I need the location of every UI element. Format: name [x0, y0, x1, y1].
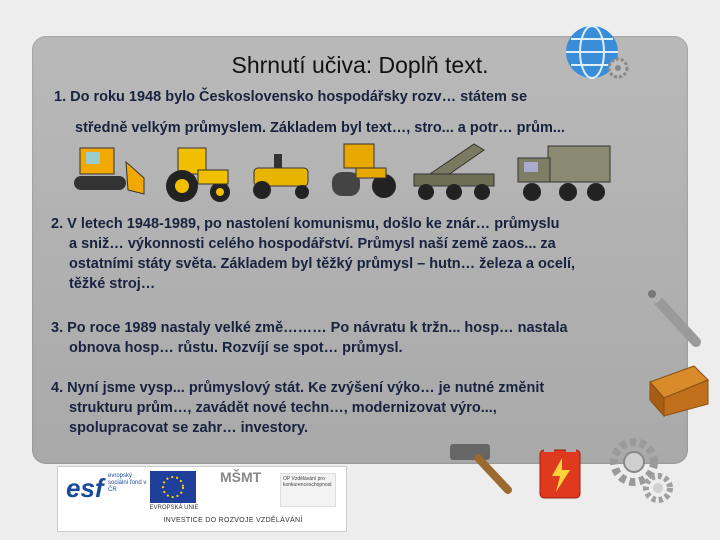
army-truck-image — [508, 138, 618, 206]
gears-icon — [604, 434, 676, 504]
paragraph-1-line-2: středně velkým průmyslem. Základem byl text…, stro... a potr… prům... — [75, 120, 565, 136]
paragraph-4-line-1: 4. Nyní jsme vysp... průmyslový stát. Ke zvýšení výko… je nutné změnit — [51, 380, 545, 396]
paragraph-2 — [51, 214, 671, 294]
paragraph-1-line-1: 1. Do roku 1948 bylo Československo hospodářsky rozv… státem se — [54, 89, 528, 105]
toolbox-icon — [644, 358, 714, 418]
slide-title: Shrnutí učiva: Doplň text. — [231, 52, 489, 78]
esf-logo: esf — [64, 471, 120, 511]
road-roller-image — [326, 138, 402, 202]
wrench-icon — [640, 282, 706, 352]
eu-flag-logo — [150, 471, 196, 503]
paragraph-2-line-2: a sniž… výkonnosti celého hospodářství. Průmysl naší země zaos... za — [69, 236, 556, 252]
paragraph-2-line-1: 2. V letech 1948-1989, po nastolení komunismu, došlo ke znár… průmyslu — [51, 216, 560, 232]
paragraph-2-line-4: těžké stroj… — [69, 276, 156, 292]
military-vehicle-image — [404, 138, 504, 202]
battery-icon — [532, 440, 588, 502]
paragraph-4 — [51, 378, 671, 438]
paragraph-3-line-1: 3. Po roce 1989 nastaly velké změ……… Po návratu k tržn... hosp… nastala — [51, 320, 568, 336]
esf-subtitle: evropský sociální fond v ČR — [108, 473, 147, 493]
paragraph-3 — [51, 318, 671, 358]
globe-icon — [562, 22, 632, 86]
funding-logos — [57, 466, 347, 532]
mower-image — [244, 150, 320, 202]
hammer-icon — [442, 436, 518, 496]
msmt-logo: MŠMT — [220, 469, 262, 485]
op-logo: OP Vzdělávání pro konkurenceschopnost — [280, 473, 336, 507]
investment-caption: INVESTICE DO ROZVOJE VZDĚLÁVÁNÍ — [128, 517, 338, 529]
tractor-image — [158, 140, 238, 206]
paragraph-4-line-3: spolupracovat se zahr… investory. — [69, 420, 309, 436]
paragraph-2-line-3: ostatními státy světa. Základem byl těžký průmysl – hutn… železa a ocelí, — [69, 256, 576, 272]
paragraph-4-line-2: strukturu prům…, zavádět nové techn…, modernizovat výro..., — [69, 400, 497, 416]
paragraph-3-line-2: obnova hosp… růstu. Rozvíjí se spot… průmysl. — [69, 340, 403, 356]
eu-label: EVROPSKÁ UNIE — [149, 505, 199, 511]
bulldozer-image — [66, 138, 152, 206]
